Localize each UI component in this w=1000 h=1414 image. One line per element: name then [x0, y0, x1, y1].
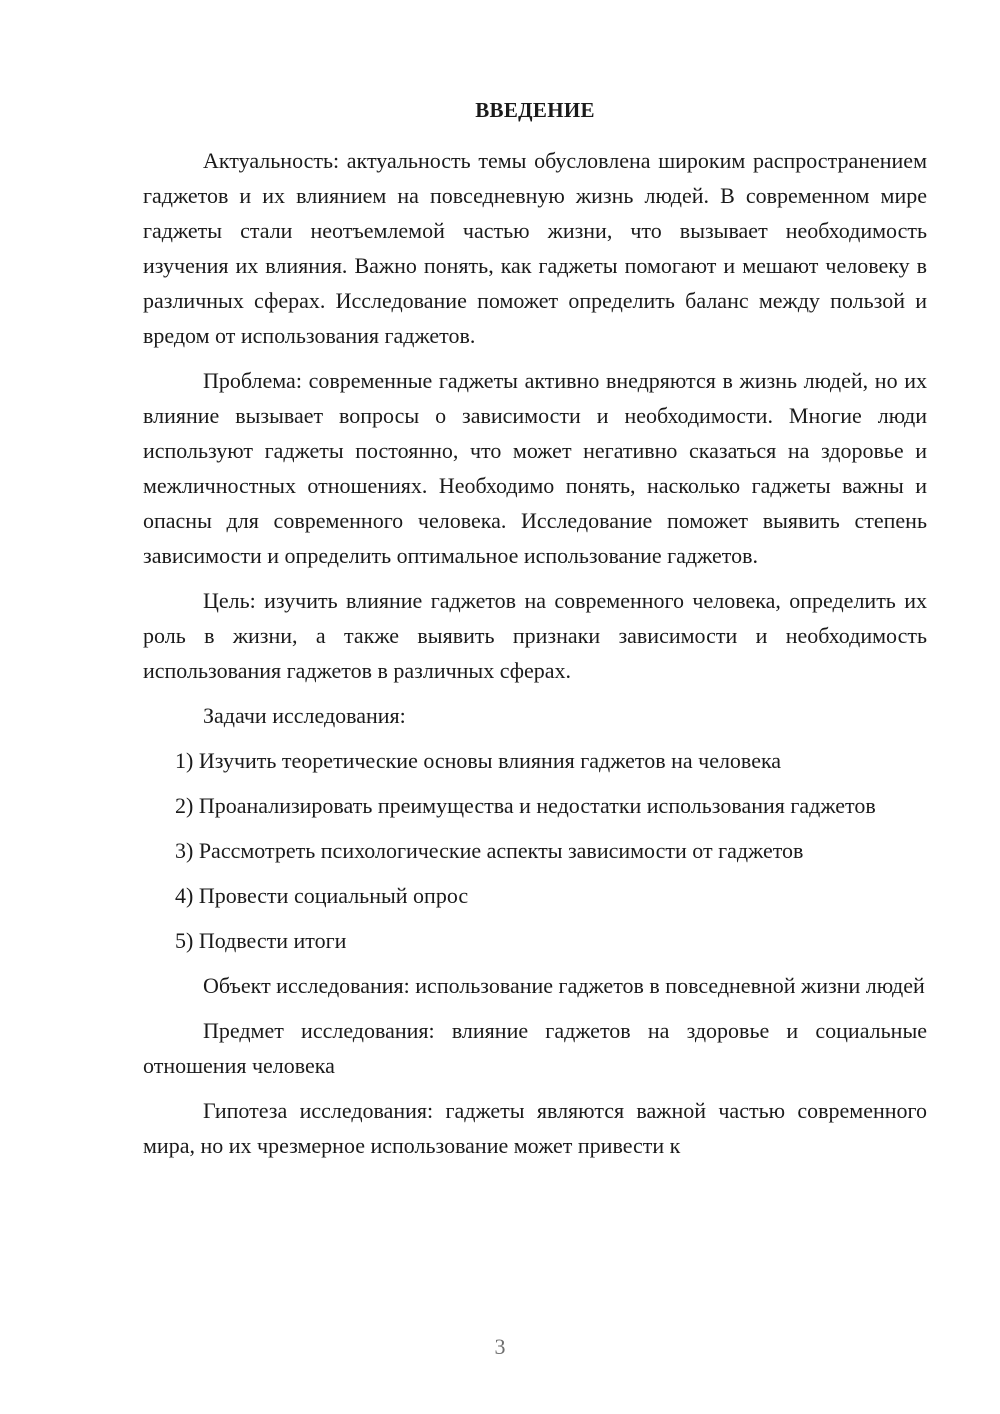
- list-item: 3) Рассмотреть психологические аспекты зависимости от гаджетов: [175, 838, 804, 863]
- problem-paragraph: Проблема: современные гаджеты активно внедряются в жизнь людей, но их влияние вызывает вопросы о зависимости и необходимости. Многие люди используют гаджеты постоянно, что может негативно сказаться на здоровье и межличностных отношениях. Необходимо понять, насколько гаджеты важны и опасны для современного человека. Исследование поможет выявить степень зависимости и определить оптимальное использование гаджетов.: [143, 368, 927, 568]
- hypothesis-paragraph: Гипотеза исследования: гаджеты являются важной частью современного мира, но их чрезмерное использование может привести к: [143, 1098, 927, 1158]
- list-item: 2) Проанализировать преимущества и недостатки использования гаджетов: [175, 793, 876, 818]
- list-item: 4) Провести социальный опрос: [175, 883, 469, 908]
- page-number: 3: [494, 1334, 506, 1359]
- relevance-paragraph: Актуальность: актуальность темы обусловлена широким распространением гаджетов и их влиянием на повседневную жизнь людей. В современном мире гаджеты стали неотъемлемой частью жизни, что вызывает необходимость изучения их влияния. Важно понять, как гаджеты помогают и мешают человеку в различных сферах. Исследование поможет определить баланс между пользой и вредом от использования гаджетов.: [143, 148, 927, 348]
- list-item: 5) Подвести итоги: [175, 928, 347, 953]
- page-content: [143, 94, 927, 1173]
- list-item: 1) Изучить теоретические основы влияния гаджетов на человека: [175, 748, 782, 773]
- research-object-paragraph: Объект исследования: использование гаджетов в повседневной жизни людей: [203, 973, 925, 998]
- goal-paragraph: Цель: изучить влияние гаджетов на современного человека, определить их роль в жизни, а также выявить признаки зависимости и необходимость использования гаджетов в различных сферах.: [143, 588, 927, 683]
- tasks-heading: Задачи исследования:: [203, 703, 406, 728]
- tasks-list: [143, 743, 927, 958]
- section-title: ВВЕДЕНИЕ: [475, 98, 595, 122]
- research-subject-paragraph: Предмет исследования: влияние гаджетов на здоровье и социальные отношения человека: [143, 1018, 927, 1078]
